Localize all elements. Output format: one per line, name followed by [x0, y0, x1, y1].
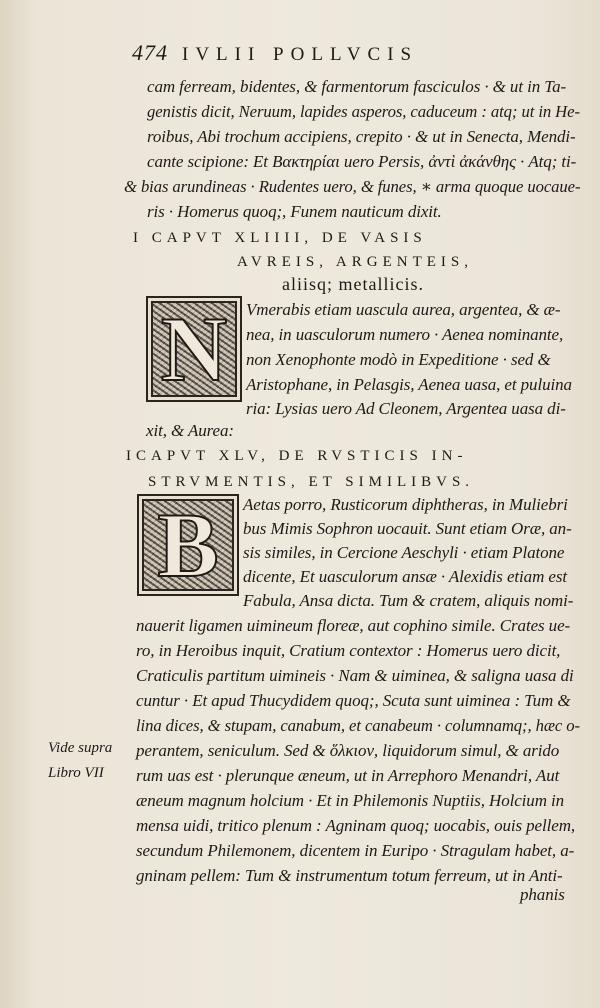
chapter-heading: I CAPVT XLIIII, DE VASIS [133, 230, 427, 246]
page-number: 474 [132, 40, 168, 65]
text-line: sis similes, in Cercione Aeschyli · etiam Platone [243, 543, 565, 562]
initial-letter: B [157, 494, 219, 596]
text-line: roibus, Abi trochum accipiens, crepito · & ut in Senecta, Mendi- [147, 127, 576, 146]
text-line: cuntur · Et apud Thucydidem quoq;, Scuta sunt uiminea : Tum & [136, 691, 571, 710]
text-line: lina dices, & stupam, canabum, et canabeum · columnamq;, hæc o- [136, 716, 581, 735]
margin-note: Vide supra [48, 740, 113, 756]
text-line: dicente, Et uasculorum ansæ · Alexidis etiam est [243, 567, 567, 586]
text-line: mensa uidi, tritico plenum : Agninam quoq; uocabis, ouis pellem, [136, 816, 576, 835]
text-line: Fabula, Ansa dicta. Tum & cratem, aliquis nomi- [243, 591, 574, 610]
text-line: non Xenophonte modò in Expeditione · sed & [246, 350, 551, 369]
text-line: genistis dicit, Neruum, lapides asperos, caduceum : atq; ut in He- [147, 102, 580, 121]
text-line: æneum magnum holcium · Et in Philemonis Nuptiis, Holcium in [136, 791, 565, 810]
text-line: nauerit ligamen uimineum floreæ, aut cophino simile. Crates ue- [136, 616, 571, 635]
page-header [132, 40, 552, 70]
text-line: & bias arundineas · Rudentes uero, & funes, ∗ arma quoque uocaue- [124, 177, 581, 196]
text-line: secundum Philemonem, dicentem in Euripo · Stragulam habet, a- [136, 841, 575, 860]
text-line: perantem, seniculum. Sed & ὅλκιον, liquidorum simul, & arido [136, 741, 560, 760]
margin-note: Libro VII [48, 765, 104, 781]
text-line: Aristophane, in Pelasgis, Aenea uasa, et puluina [246, 375, 572, 394]
text-line: cante scipione: Et Βακτηρίαι uero Persis, ἀντὶ ἀκάνθης · Atq; ti- [147, 152, 577, 171]
text-line: cam ferream, bidentes, & farmentorum fasciculos · & ut in Ta- [147, 77, 567, 96]
text-line: ria: Lysias uero Ad Cleonem, Argentea uasa di- [246, 399, 566, 418]
initial-letter: N [160, 298, 228, 400]
text-line: rum uas est · plerunque æneum, ut in Arrephoro Menandri, Aut [136, 766, 560, 785]
decorated-initial-n [146, 296, 242, 402]
text-line: xit, & Aurea: [146, 421, 234, 440]
chapter-heading: ICAPVT XLV, DE RVSTICIS IN- [126, 448, 468, 464]
chapter-heading-sub: aliisq; metallicis. [282, 274, 424, 294]
text-line: Craticulis partitum uimineis · Nam & uiminea, & saligna uasa di [136, 666, 574, 685]
chapter-heading-cont: AVREIS, ARGENTEIS, [237, 254, 473, 270]
text-line: Aetas porro, Rusticorum diphtheras, in Muliebri [243, 495, 568, 514]
text-line: Vmerabis etiam uascula aurea, argentea, & æ- [246, 300, 561, 319]
text-line: gninam pellem: Tum & instrumentum totum ferreum, ut in Anti- [136, 866, 563, 885]
decorated-initial-b [137, 494, 239, 596]
text-line: ris · Homerus quoq;, Funem nauticum dixit. [147, 202, 442, 221]
text-line: ro, in Heroibus inquit, Cratium contextor : Homerus uero dicit, [136, 641, 561, 660]
running-title: IVLII POLLVCIS [182, 44, 419, 65]
text-line: nea, in uasculorum numero · Aenea nominante, [246, 325, 564, 344]
text-line: bus Mimis Sophron uocauit. Sunt etiam Oræ, an- [243, 519, 572, 538]
catchword: phanis [520, 885, 565, 904]
chapter-heading-cont: STRVMENTIS, ET SIMILIBVS. [148, 474, 475, 490]
